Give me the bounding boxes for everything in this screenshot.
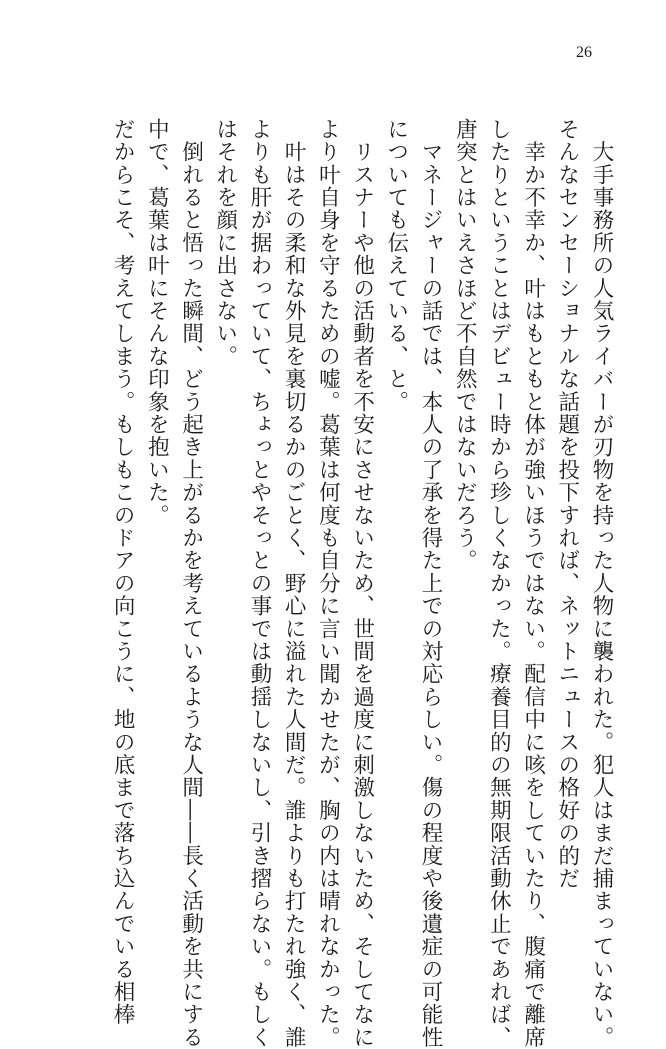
text-line: 中で、葛葉は叶にそんな印象を抱いた。 (144, 118, 170, 527)
text-line: 大手事務所の人気ライバーが刃物を持った人物に襲われた。犯人はまだ捕まっていない。 (589, 118, 614, 1049)
text-line: 叶はその柔和な外見を裏切るかのごとく、野心に溢れた人間だ。誰よりも打たれ強く、誰 (281, 118, 307, 1049)
text-line: より叶自身を守るための嘘。葛葉は何度も自分に言い聞かせたが、胸の内は晴れなかった。 (315, 118, 341, 1049)
text-line: リスナーや他の活動者を不安にさせないため、世間を過度に刺激しないため、そしてなに (349, 118, 375, 1049)
text-line: したりということはデビュー時から珍しくなかった。療養目的の無期限活動休止であれば、 (486, 118, 512, 1049)
text-line: よりも肝が据わっていて、ちょっとやそっとの事では動揺しないし、引き摺らない。もしく (246, 118, 272, 1049)
text-line: マネージャーの話では、本人の了承を得た上での対応らしい。傷の程度や後遺症の可能性 (417, 118, 443, 1049)
body-text (48, 118, 618, 1049)
text-line: そんなセンセーショナルな話題を投下すれば、ネットニュースの格好の的だ (554, 118, 580, 890)
text-line: についても伝えている、と。 (383, 118, 409, 414)
text-line: だからこそ、考えてしまう。もしもこのドアの向こうに、地の底まで落ち込んでいる相棒 (110, 118, 136, 1026)
text-line: 倒れると悟った瞬間、どう起き上がるかを考えているような人間――長く活動を共にする (178, 118, 204, 1049)
text-line: 唐突とはいえさほど不自然ではないだろう。 (452, 118, 478, 572)
page-number: 26 (576, 44, 592, 61)
text-line: 幸か不幸か、叶はもともと体が強いほうではない。配信中に咳をしていたり、腹痛で離席 (520, 118, 546, 1049)
text-line: はそれを顔に出さない。 (212, 118, 238, 368)
